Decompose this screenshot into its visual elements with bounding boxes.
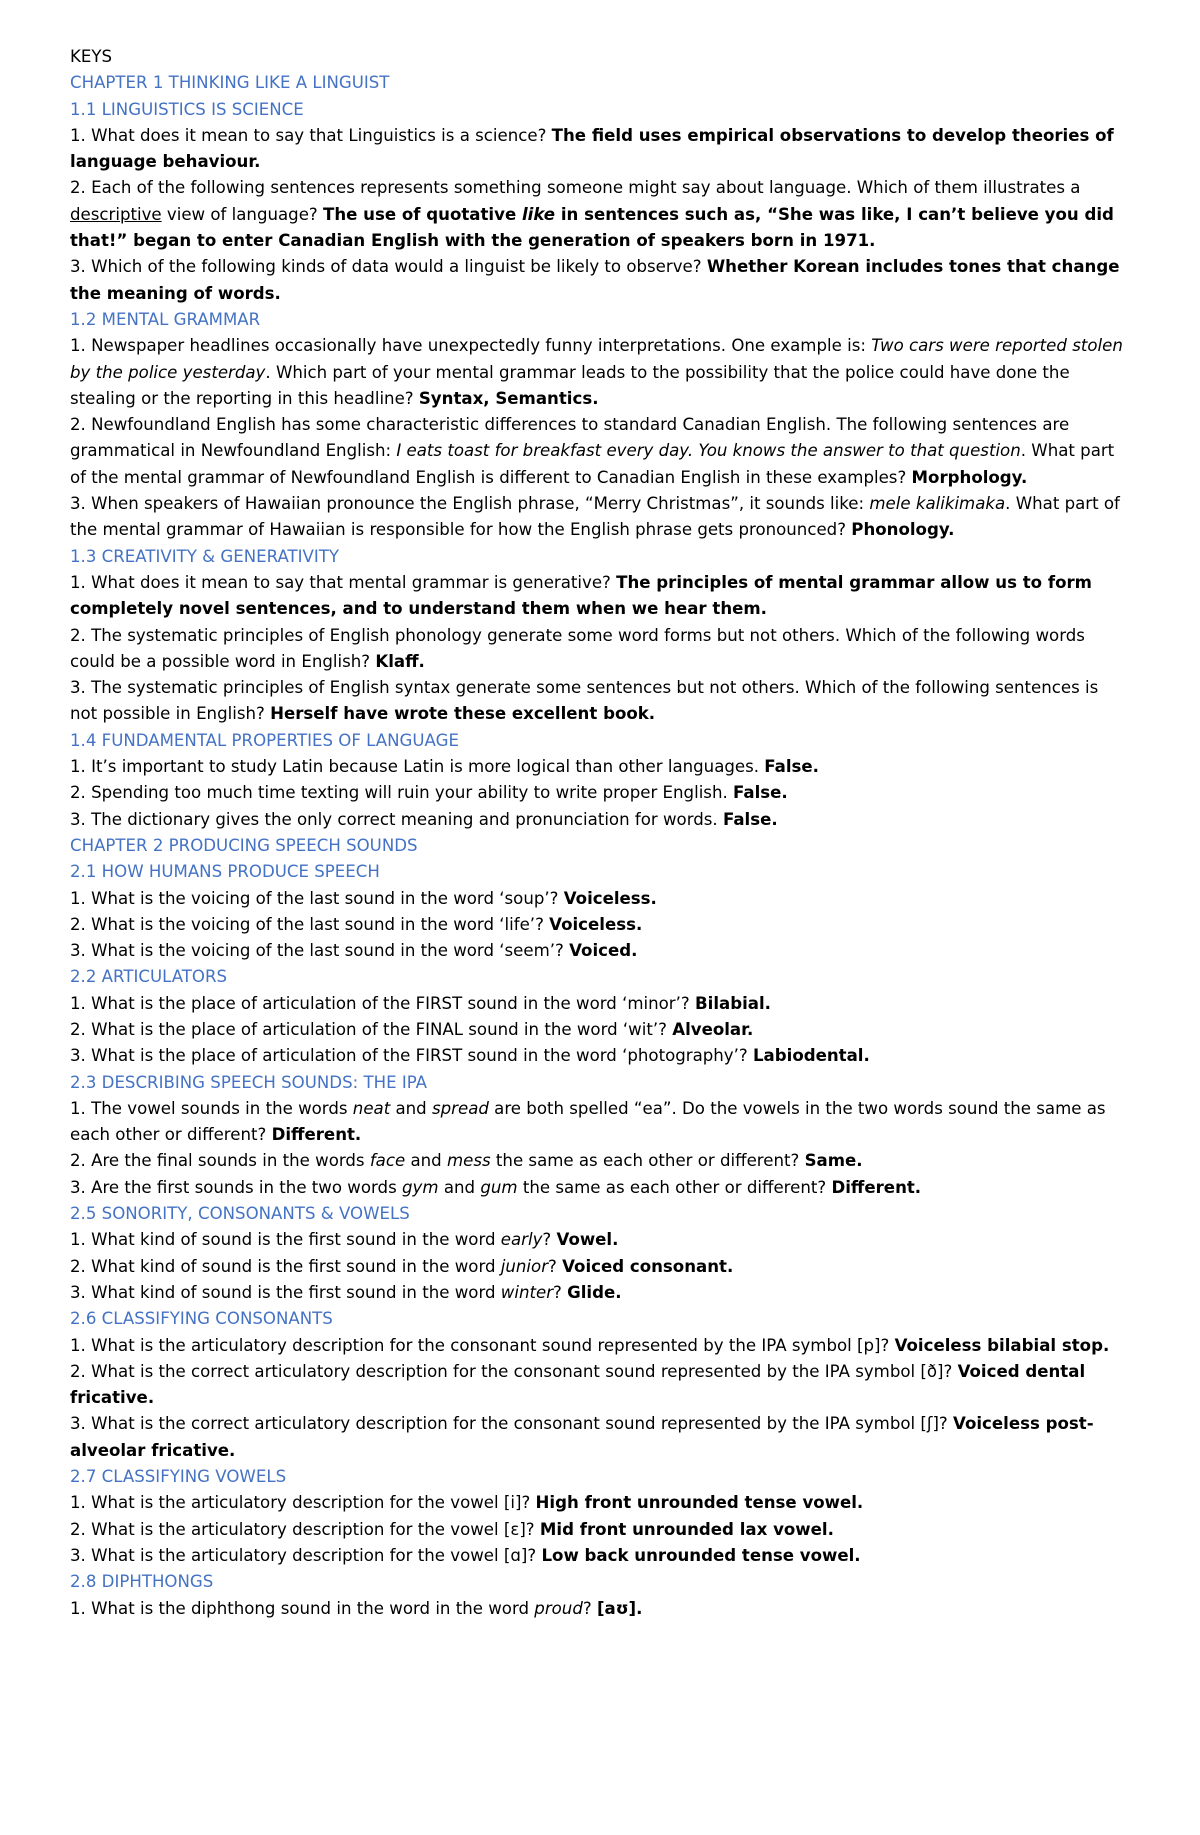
answer: Klaff. xyxy=(375,651,425,671)
question-text: 1. What is the diphthong sound in the word in the word xyxy=(70,1598,535,1618)
question-2-6-2 xyxy=(70,1359,1130,1412)
answer: False. xyxy=(733,783,788,803)
answer: Morphology. xyxy=(911,467,1028,487)
answer: Low back unrounded tense vowel. xyxy=(541,1545,861,1565)
question-1-1-2 xyxy=(70,175,1130,254)
question-2-3-2 xyxy=(70,1148,1130,1174)
question-text: 3. Are the first sounds in the two words xyxy=(70,1177,403,1197)
question-2-3-1 xyxy=(70,1096,1130,1149)
example-word: early xyxy=(500,1230,543,1250)
answer: Alveolar. xyxy=(672,1019,754,1039)
question-1-2-3 xyxy=(70,491,1130,544)
question-text: 2. What is the voicing of the last sound in the word ‘life’? xyxy=(70,914,550,934)
example-word: spread xyxy=(431,1098,489,1118)
question-text: 3. What is the voicing of the last sound in the word ‘seem’? xyxy=(70,941,570,961)
question-text: 2. Newfoundland English has some characteristic differences to standard Canadian English. The following sentences are grammatical in Newfoundland English: xyxy=(70,415,1070,461)
answer: Voiceless. xyxy=(563,888,657,908)
question-2-7-1 xyxy=(70,1490,1130,1516)
question-text: and xyxy=(390,1098,432,1118)
question-text: 1. What does it mean to say that mental grammar is generative? xyxy=(70,572,617,592)
question-2-2-1 xyxy=(70,991,1130,1017)
question-text: . Which part of your mental grammar leads to the possibility that the police could have done the stealing or the reporting in this headline? xyxy=(70,362,1070,408)
question-2-7-3 xyxy=(70,1543,1130,1569)
question-text: 1. Newspaper headlines occasionally have unexpectedly funny interpretations. One example is: xyxy=(70,336,872,356)
question-2-2-2 xyxy=(70,1017,1130,1043)
answer: Labiodental. xyxy=(752,1046,870,1066)
question-2-1-2 xyxy=(70,912,1130,938)
section-1-4-heading: 1.4 FUNDAMENTAL PROPERTIES OF LANGUAGE xyxy=(70,730,459,750)
question-text: 3. What kind of sound is the first sound in the word xyxy=(70,1282,501,1302)
answer: Bilabial. xyxy=(695,993,771,1013)
example-word: proud xyxy=(534,1598,583,1618)
question-text: view of language? xyxy=(161,204,323,224)
answer: High front unrounded tense vowel. xyxy=(535,1493,864,1513)
answer: Vowel. xyxy=(556,1230,619,1250)
question-mark: ? xyxy=(542,1230,557,1250)
example-headline: Two cars were reported stolen by the police yesterday xyxy=(70,336,1123,382)
question-text: 1. What is the articulatory description for the vowel [i]? xyxy=(70,1493,536,1513)
answer: Same. xyxy=(804,1151,863,1171)
answer: Glide. xyxy=(567,1282,622,1302)
question-1-3-3 xyxy=(70,675,1130,728)
question-1-2-1 xyxy=(70,333,1130,412)
section-1-3-heading: 1.3 CREATIVITY & GENERATIVITY xyxy=(70,546,340,566)
question-1-3-1 xyxy=(70,570,1130,623)
answer: Phonology. xyxy=(851,520,955,540)
question-1-4-1 xyxy=(70,754,1130,780)
question-2-5-1 xyxy=(70,1227,1130,1253)
question-text: 1. What is the voicing of the last sound in the word ‘soup’? xyxy=(70,888,564,908)
answer: Voiceless. xyxy=(549,914,643,934)
answer-key-document xyxy=(70,44,1130,1622)
question-1-1-1 xyxy=(70,123,1130,176)
question-1-1-3 xyxy=(70,254,1130,307)
example-phrase: mele kalikimaka xyxy=(869,494,1006,514)
question-2-2-3 xyxy=(70,1043,1130,1069)
section-1-1-heading: 1.1 LINGUISTICS IS SCIENCE xyxy=(70,99,304,119)
question-text: . What part of the mental grammar of Hawaiian is responsible for how the English phrase gets pronounced? xyxy=(70,494,1120,540)
question-text: 1. What is the articulatory description for the consonant sound represented by the IPA symbol [p]? xyxy=(70,1335,895,1355)
question-text: 3. Which of the following kinds of data would a linguist be likely to observe? xyxy=(70,257,707,277)
question-text: 1. The vowel sounds in the words xyxy=(70,1098,353,1118)
question-text: the same as each other or different? xyxy=(517,1177,832,1197)
answer: Voiced dental fricative. xyxy=(70,1361,1086,1408)
question-1-4-2 xyxy=(70,780,1130,806)
question-text: 3. What is the place of articulation of the FIRST sound in the word ‘photography’? xyxy=(70,1046,753,1066)
question-text: 2. Spending too much time texting will ruin your ability to write proper English. xyxy=(70,783,734,803)
question-2-1-1 xyxy=(70,886,1130,912)
question-text: the same as each other or different? xyxy=(490,1151,805,1171)
question-2-1-3 xyxy=(70,938,1130,964)
question-text: 3. When speakers of Hawaiian pronounce the English phrase, “Merry Christmas”, it sounds like: xyxy=(70,494,870,514)
answer: Voiceless post-alveolar fricative. xyxy=(70,1414,1094,1460)
section-2-3-heading: 2.3 DESCRIBING SPEECH SOUNDS: THE IPA xyxy=(70,1072,428,1092)
question-text: 1. What does it mean to say that Linguistics is a science? xyxy=(70,125,552,145)
answer: False. xyxy=(722,809,778,829)
section-2-5-heading: 2.5 SONORITY, CONSONANTS & VOWELS xyxy=(70,1204,410,1224)
underlined-term: descriptive xyxy=(70,204,162,224)
question-text: . What part of the mental grammar of Newfoundland English is different to Canadian English in these examples? xyxy=(70,441,1115,487)
question-text: 2. What is the articulatory description for the vowel [ɛ]? xyxy=(70,1519,540,1539)
example-word: junior xyxy=(500,1256,549,1276)
answer: Whether Korean includes tones that change the meaning of words. xyxy=(70,257,1120,303)
question-text: 2. What kind of sound is the first sound in the word xyxy=(70,1256,501,1276)
question-2-6-1 xyxy=(70,1333,1130,1359)
question-2-5-3 xyxy=(70,1280,1130,1306)
answer-italic: like xyxy=(521,204,556,224)
example-sentences: I eats toast for breakfast every day. You knows the answer to that question xyxy=(396,441,1021,461)
question-text: 3. What is the articulatory description for the vowel [ɑ]? xyxy=(70,1545,542,1565)
section-1-2-heading: 1.2 MENTAL GRAMMAR xyxy=(70,309,261,329)
section-2-7-heading: 2.7 CLASSIFYING VOWELS xyxy=(70,1467,287,1487)
question-text: and xyxy=(405,1151,447,1171)
question-text: 2. Each of the following sentences represents something someone might say about language. Which of them illustrates a xyxy=(70,178,1081,198)
question-text: are both spelled “ea”. Do the vowels in the two words sound the same as each other or different? xyxy=(70,1098,1106,1145)
section-2-6-heading: 2.6 CLASSIFYING CONSONANTS xyxy=(70,1309,333,1329)
question-mark: ? xyxy=(548,1256,563,1276)
chapter-1-title: CHAPTER 1 THINKING LIKE A LINGUIST xyxy=(70,73,390,93)
question-2-6-3 xyxy=(70,1411,1130,1464)
example-word: mess xyxy=(446,1151,491,1171)
section-2-2-heading: 2.2 ARTICULATORS xyxy=(70,967,228,987)
chapter-2-title: CHAPTER 2 PRODUCING SPEECH SOUNDS xyxy=(70,835,418,855)
section-2-8-heading: 2.8 DIPHTHONGS xyxy=(70,1572,214,1592)
question-text: and xyxy=(438,1177,481,1197)
question-text: 2. Are the final sounds in the words xyxy=(70,1151,370,1171)
answer: Voiced. xyxy=(569,941,638,961)
answer: Syntax, Semantics. xyxy=(418,388,599,408)
answer: The field uses empirical observations to develop theories of language behaviour. xyxy=(70,125,1114,172)
answer: The principles of mental grammar allow us to form completely novel sentences, and to understand them when we hear them. xyxy=(70,572,1092,619)
answer: Voiceless bilabial stop. xyxy=(894,1335,1110,1355)
example-word: gym xyxy=(402,1177,439,1197)
question-text: 1. What is the place of articulation of the FIRST sound in the word ‘minor’? xyxy=(70,993,695,1013)
answer: Herself have wrote these excellent book. xyxy=(270,704,656,724)
question-text: 2. What is the place of articulation of the FINAL sound in the word ‘wit’? xyxy=(70,1019,673,1039)
question-2-5-2 xyxy=(70,1254,1130,1280)
example-word: neat xyxy=(352,1098,391,1118)
example-word: gum xyxy=(480,1177,518,1197)
question-2-3-3 xyxy=(70,1175,1130,1201)
question-text: 3. The systematic principles of English syntax generate some sentences but not others. Which of the following sentences is not possible in English? xyxy=(70,678,1099,724)
question-text: 1. What kind of sound is the first sound in the word xyxy=(70,1230,501,1250)
question-mark: ? xyxy=(582,1598,597,1618)
question-2-7-2 xyxy=(70,1517,1130,1543)
example-word: face xyxy=(369,1151,406,1171)
answer: Mid front unrounded lax vowel. xyxy=(539,1519,834,1539)
question-text: 3. What is the correct articulatory description for the consonant sound represented by the IPA symbol [ʃ]? xyxy=(70,1414,954,1434)
answer-part: The use of quotative xyxy=(323,204,522,224)
example-word: winter xyxy=(500,1282,554,1302)
question-text: 1. It’s important to study Latin because Latin is more logical than other languages. xyxy=(70,757,765,777)
section-2-1-heading: 2.1 HOW HUMANS PRODUCE SPEECH xyxy=(70,862,380,882)
answer: Different. xyxy=(831,1177,922,1197)
question-1-2-2 xyxy=(70,412,1130,491)
answer-part: in sentences such as, “She was like, I can’t believe you did that!” began to enter Canadian English with the generation of speakers born in 1971. xyxy=(70,204,1114,251)
question-text: 2. The systematic principles of English phonology generate some word forms but not others. Which of the following words could be a possible word in English? xyxy=(70,625,1085,671)
question-1-3-2 xyxy=(70,623,1130,676)
question-2-8-1 xyxy=(70,1596,1130,1622)
question-text: 2. What is the correct articulatory description for the consonant sound represented by the IPA symbol [ð]? xyxy=(70,1361,958,1381)
keys-title: KEYS xyxy=(70,47,113,66)
answer: Different. xyxy=(271,1125,362,1145)
question-1-4-3 xyxy=(70,807,1130,833)
question-text: 3. The dictionary gives the only correct meaning and pronunciation for words. xyxy=(70,809,723,829)
answer: False. xyxy=(764,757,819,777)
answer: Voiced consonant. xyxy=(562,1256,734,1276)
answer: [aʊ]. xyxy=(596,1598,643,1618)
question-mark: ? xyxy=(553,1282,568,1302)
